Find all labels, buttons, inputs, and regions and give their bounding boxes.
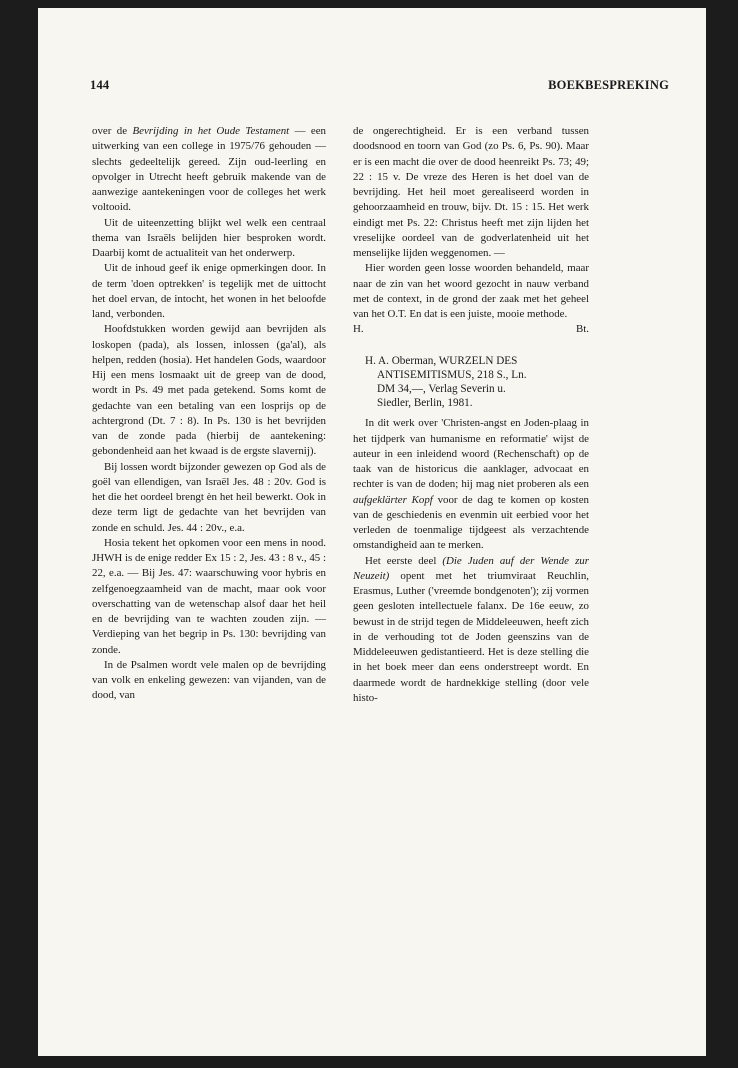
page-number: 144 <box>90 78 110 92</box>
book-title-italic: Bevrijding in het Oude Testament <box>132 125 290 137</box>
paragraph: over de Bevrijding in het Oude Testament — een uitwerking van een college in 1975/76 gehouden — slechts gedeeltelijk gereed. Zijn oud-leerling en opvolger in Utrecht heeft gebruik makende van de aanwezige aantekeningen voor de colleges het werk voltooid. <box>92 125 327 214</box>
left-column <box>92 124 326 704</box>
signature-abbrev: Bt. <box>575 323 589 336</box>
paragraph: In dit werk over 'Christen-angst en Joden-plaag in het tijdperk van humanisme en reformatie' wijst de auteur in een inleidend woord (Rechenschaft) op de taak van de historicus die aanklager, advocaat en rechter is van de doden; hij mag niet proberen als een aufgeklärter Kopf voor de dag te komen op kosten van de geschiedenis en evenmin uit eerbied voor het verleden de toenmalige tijdgeest als verzachtende omstandigheid aan te merken. <box>353 417 589 552</box>
signature-initial: H. <box>353 323 364 336</box>
paragraph: Het eerste deel (Die Juden auf der Wende zur Neuzeit) opent met het triumviraat Reuchlin, Erasmus, Luther ('vreemde bondgenoten'); zij vormen geen gesloten intellectuele falanx. De 16e eeuw, zo bewust in de strijd tegen de Middeleeuwen, heeft zich in de verhouding tot de Joden geenszins van de Middeleeuwen gedistantieerd. Het is deze stelling die in het boek meer dan eens onderstreept wordt. En daarmede wordt de hardnekkige stelling (door vele histo- <box>353 554 589 704</box>
paragraph: In de Psalmen wordt vele malen op de bevrijding van volk en enkeling gewezen: van vijanden, van de dood, van <box>92 658 326 702</box>
book-reference <box>365 354 589 411</box>
paragraph: de ongerechtigheid. Er is een verband tussen doodsnood en toorn van God (zo Ps. 6, Ps. 90). Maar er is een macht die over de dood heenreikt Ps. 73; 49; 22 : 15 v. De vreze des Heren is het doel van de bevrijding. Het heil moet gerealiseerd worden in gehoorzaamheid en trouw, bijv. Dt. 15 : 15. Het werk eindigt met Ps. 22: Christus heeft met zijn lijden het vreselijke oordeel van de godverlatenheid uit het menselijke lijden weggenomen. — <box>353 125 589 259</box>
paragraph: Bij lossen wordt bijzonder gewezen op God als de goël van ellendigen, van Israël Jes. 48 : 20v. God is het die het oordeel brengt èn het heil bewerkt. Ook in deze term ligt de gedachte van het bevrijden van zonde en schuld. Jes. 44 : 20v., e.a. <box>92 460 326 534</box>
book-ref-line: Siedler, Berlin, 1981. <box>377 397 473 410</box>
paragraph: Uit de inhoud geef ik enige opmerkingen door. In de term 'doen optrekken' is tegelijk met de uittocht het doel ervan, de intocht, het wonen in het beloofde land, verbonden. <box>92 262 326 320</box>
paragraph: Hosia tekent het opkomen voor een mens in nood. JHWH is de enige redder Ex 15 : 2, Jes. 43 : 8 v., 45 : 22, e.a. — Bij Jes. 47: waarschuwing voor hybris en zelfgenoegzaamheid van de macht, maar ook voor overschatting van de wetenschap alsof daar het heil en de bevrijding van te wachten zouden zijn. — Verdieping van het begrip in Ps. 130: bevrijding van zonde. <box>92 536 326 656</box>
paragraph: Uit de uiteenzetting blijkt wel welk een centraal thema van Israëls belijden hier besproken wordt. Daarbij komt de actualiteit van het onderwerp. <box>92 216 326 259</box>
reviewer-signature <box>353 322 589 337</box>
book-ref-line: H. A. Oberman, WURZELN DES <box>365 354 518 367</box>
right-column <box>353 124 589 706</box>
book-ref-line: ANTISEMITISMUS, 218 S., Ln. <box>377 368 527 381</box>
section-title: BOEKBESPREKING <box>548 78 669 92</box>
italic-phrase: (Die Juden auf der Wende zur Neuzeit) <box>353 554 589 582</box>
paragraph: Hoofdstukken worden gewijd aan bevrijden als loskopen (pada), als lossen, inlossen (ga'al), als helpen, redden (hosia). Het handelen Gods, waardoor Hij een mens losmaakt uit de greep van de dood, wordt in Ps. 49 met pada getekend. Soms komt de gedachte van een betaling van een losprijs op de achtergrond (Dt. 7 : 8). In Ps. 130 is het bevrijden van de zonde pada (hierbij de aantekening: gebondenheid aan het kwaad is de ergste slavernij). <box>92 323 326 458</box>
book-ref-line: DM 34,—, Verlag Severin u. <box>377 382 506 395</box>
italic-phrase: aufgeklärter Kopf <box>353 493 433 506</box>
paragraph: Hier worden geen losse woorden behandeld, maar naar de zin van het woord gezocht in nauw verband met de context, in de grond der zaak met het geheel van het O.T. En dat is een juiste, mooie methode. <box>353 262 589 320</box>
